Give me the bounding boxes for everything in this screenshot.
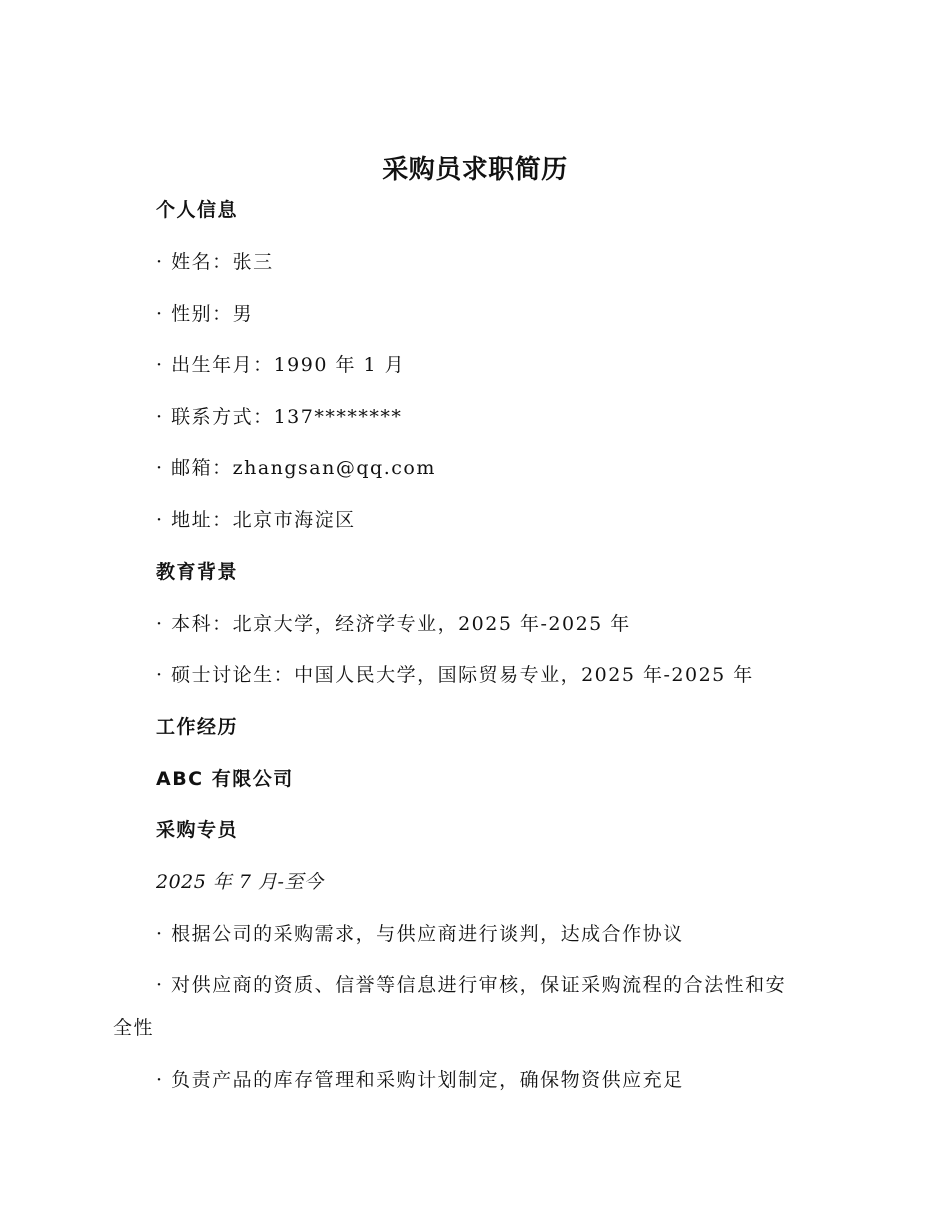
section-heading-education: 教育背景 xyxy=(156,561,239,583)
personal-item-email: · 邮箱：zhangsan@qq.com xyxy=(156,457,436,479)
work-position: 采购专员 xyxy=(156,819,239,841)
personal-item-phone: · 联系方式：137******** xyxy=(156,406,403,428)
section-heading-work: 工作经历 xyxy=(156,716,239,738)
section-heading-personal: 个人信息 xyxy=(156,199,239,221)
work-duty-2: · 对供应商的资质、信誉等信息进行审核，保证采购流程的合法性和安 xyxy=(156,974,787,996)
work-duty-3: · 负责产品的库存管理和采购计划制定，确保物资供应充足 xyxy=(156,1069,684,1091)
work-duty-1: · 根据公司的采购需求，与供应商进行谈判，达成合作协议 xyxy=(156,923,684,945)
work-duty-2-continued: 全性 xyxy=(113,1017,155,1039)
education-item-bachelor: · 本科：北京大学，经济学专业，2025 年-2025 年 xyxy=(156,613,631,635)
work-company: ABC 有限公司 xyxy=(156,768,294,790)
personal-item-name: · 姓名：张三 xyxy=(156,251,274,273)
work-period: 2025 年 7 月-至今 xyxy=(156,871,324,893)
personal-item-address: · 地址：北京市海淀区 xyxy=(156,509,356,531)
page-title: 采购员求职简历 xyxy=(382,155,568,185)
personal-item-gender: · 性别：男 xyxy=(156,303,254,325)
education-item-master: · 硕士讨论生：中国人民大学，国际贸易专业，2025 年-2025 年 xyxy=(156,664,754,686)
personal-item-birth: · 出生年月：1990 年 1 月 xyxy=(156,354,406,376)
